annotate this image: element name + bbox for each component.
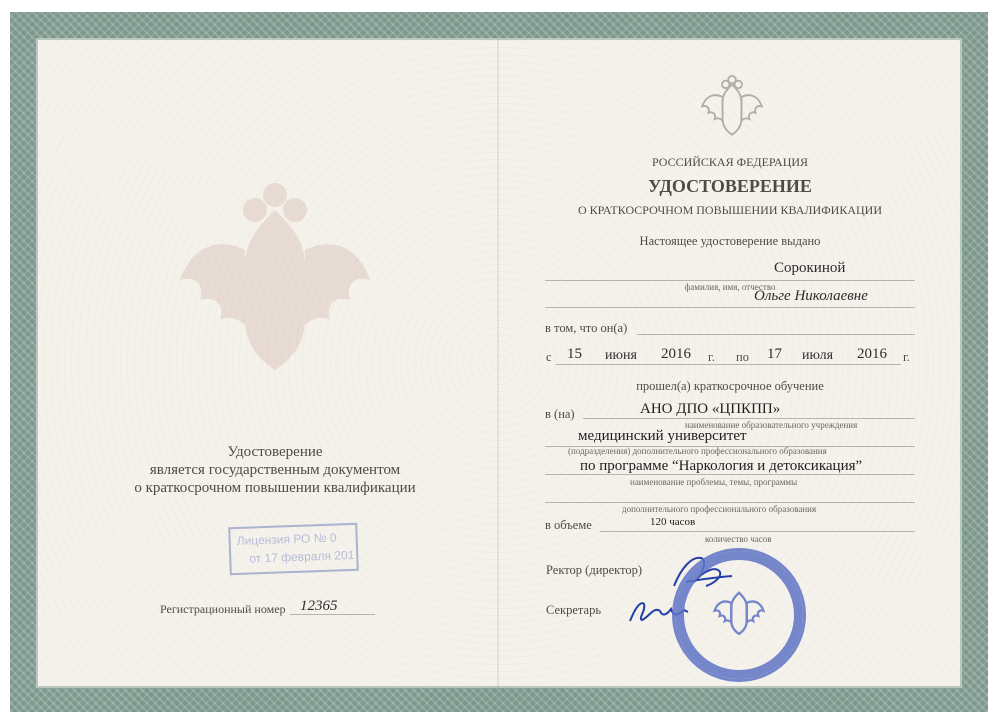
name-patronymic-value: Ольге Николаевне — [754, 288, 868, 304]
program-value: по программе “Наркология и детоксикация” — [580, 458, 863, 474]
coat-of-arms-emblem — [175, 180, 375, 390]
from-month: июня — [605, 348, 637, 363]
in-that-line — [637, 334, 915, 335]
from-label: с — [546, 350, 552, 364]
passed-training-label: прошел(а) краткосрочное обучение — [636, 379, 824, 393]
license-stamp-line1: Лицензия РО № 0 — [236, 530, 337, 548]
to-day: 17 — [767, 346, 782, 362]
certificate-title: УДОСТОВЕРЕНИЕ — [648, 176, 812, 196]
program-caption: наименование проблемы, темы, программы — [630, 477, 798, 487]
to-year: 2016 — [857, 346, 887, 362]
from-year: 2016 — [661, 346, 691, 362]
volume-line — [600, 531, 915, 532]
secretary-label: Секретарь — [546, 603, 602, 617]
volume-label: в объеме — [545, 518, 592, 532]
registration-number: 12365 — [300, 598, 338, 614]
official-seal — [672, 548, 806, 682]
hours-caption: количество часов — [705, 534, 772, 544]
department-value: медицинский университет — [578, 428, 747, 444]
program-caption2: дополнительного профессионального образования — [622, 504, 817, 514]
program-line2 — [545, 502, 915, 503]
surname-line — [545, 280, 915, 281]
to-month: июля — [802, 348, 834, 363]
left-caption-line3: о краткосрочном повышении квалификации — [134, 480, 416, 496]
institution-caption: наименование образовательного учреждения — [685, 420, 858, 430]
date-line — [556, 364, 901, 365]
from-day: 15 — [567, 346, 582, 362]
seal-emblem-icon — [713, 585, 765, 639]
institution-value: АНО ДПО «ЦПКПП» — [640, 401, 781, 417]
registration-label: Регистрационный номер — [160, 602, 286, 616]
page-fold — [497, 38, 499, 688]
to-year-suffix: г. — [903, 350, 910, 364]
to-label: по — [736, 350, 749, 364]
license-stamp-line2: от 17 февраля 201 — [249, 547, 355, 566]
in-that-label: в том, что он(а) — [545, 321, 628, 335]
left-caption-line1: Удостоверение — [227, 444, 323, 460]
issued-to-label: Настоящее удостоверение выдано — [639, 234, 821, 248]
license-stamp — [228, 523, 359, 575]
rector-label: Ректор (директор) — [546, 563, 643, 577]
left-caption-line2: является государственным документом — [149, 462, 401, 478]
department-caption: (подразделения) дополнительного профессионального образования — [568, 446, 827, 456]
fio-caption: фамилия, имя, отчество — [684, 282, 776, 292]
country-name: РОССИЙСКАЯ ФЕДЕРАЦИЯ — [651, 155, 809, 169]
in-na-label: в (на) — [545, 407, 575, 421]
name-line — [545, 307, 915, 308]
hours-value: 120 часов — [650, 516, 696, 528]
certificate-subtitle: О КРАТКОСРОЧНОМ ПОВЫШЕНИИ КВАЛИФИКАЦИИ — [577, 203, 883, 217]
coat-of-arms-icon — [700, 75, 764, 141]
surname-value: Сорокиной — [774, 260, 846, 276]
institution-line — [583, 418, 915, 419]
from-year-suffix: г. — [708, 350, 715, 364]
